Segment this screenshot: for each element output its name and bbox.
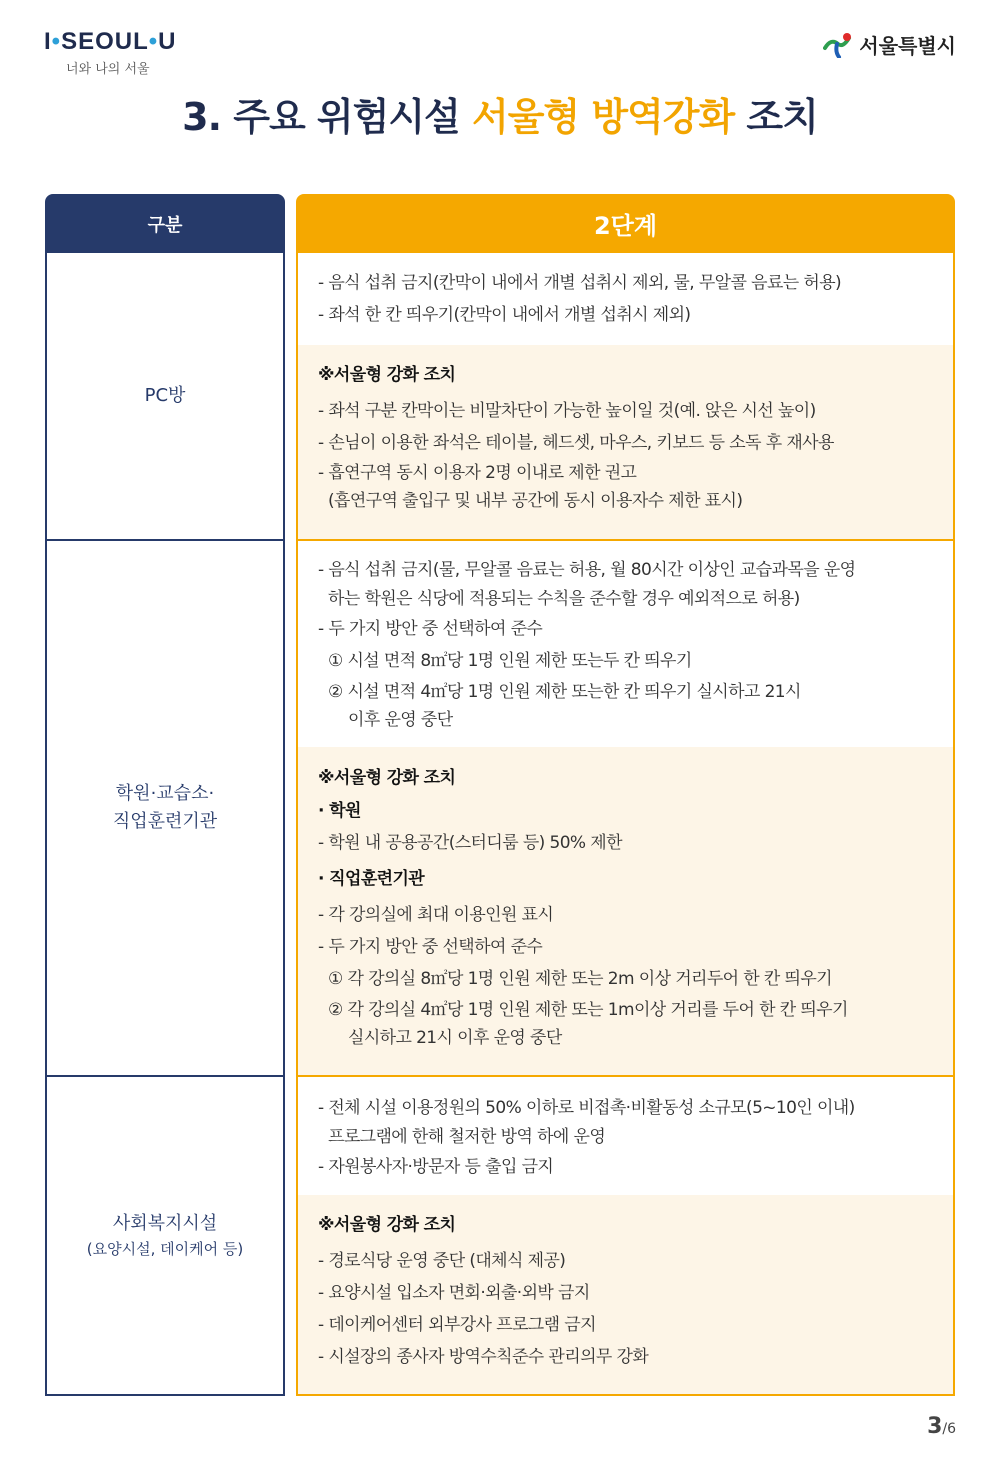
stage-column	[296, 194, 955, 1396]
brand-dot-icon: •	[51, 28, 62, 55]
stage-cell-academy	[296, 541, 955, 1077]
measure-line: ② 각 강의실 4㎡당 1명 인원 제한 또는 1m이상 거리를 두어 한 칸 띄우기	[328, 1000, 848, 1020]
measure-line: - 두 가지 방안 중 선택하여 준수	[318, 619, 543, 639]
title-highlight: 서울형 방역강화	[471, 95, 735, 139]
brand-suffix: U	[158, 28, 177, 55]
measure-line: - 자원봉사자·방문자 등 출입 금지	[318, 1157, 554, 1177]
page-total: /6	[942, 1421, 956, 1437]
measure-line: - 데이케어센터 외부강사 프로그램 금지	[318, 1315, 596, 1335]
page-number	[927, 1414, 956, 1439]
brand-main: SEOUL	[61, 28, 149, 55]
measure-line: - 시설장의 종사자 방역수칙준수 관리의무 강화	[318, 1347, 649, 1367]
title-part1: 3. 주요 위험시설	[182, 95, 472, 139]
page-title	[0, 86, 1000, 141]
title-part2: 조치	[734, 95, 818, 139]
sub-title-vocational: · 직업훈련기관	[318, 869, 425, 889]
general-measures	[298, 1077, 953, 1195]
measure-line: - 전체 시설 이용정원의 50% 이하로 비접촉·비활동성 소규모(5~10인 이내)	[318, 1098, 855, 1118]
general-measures	[298, 541, 953, 747]
general-measures	[298, 253, 953, 345]
category-label: 학원·교습소·	[115, 783, 215, 805]
measure-line: - 손님이 이용한 좌석은 테이블, 헤드셋, 마우스, 키보드 등 소독 후 재사용	[318, 433, 834, 453]
seoul-enhanced-measures	[298, 345, 953, 539]
measure-line: - 음식 섭취 금지(칸막이 내에서 개별 섭취시 제외, 물, 무알콜 음료는 허용)	[318, 273, 842, 293]
measure-line: 프로그램에 한해 철저한 방역 하에 운영	[328, 1127, 606, 1147]
seoul-emblem-icon	[823, 32, 853, 58]
measure-line: - 음식 섭취 금지(물, 무알콜 음료는 허용, 월 80시간 이상인 교습과목을 운영	[318, 560, 856, 580]
measure-line: 이후 운영 중단	[348, 710, 453, 730]
measure-line: 실시하고 21시 이후 운영 중단	[348, 1028, 562, 1048]
brand-slogan: 너와 나의 서울	[66, 62, 150, 77]
category-sublabel: (요양시설, 데이케어 등)	[86, 1239, 244, 1258]
measure-line: - 흡연구역 동시 이용자 2명 이내로 제한 권고	[318, 463, 637, 483]
category-column	[45, 194, 285, 1396]
measure-line: (흡연구역 출입구 및 내부 공간에 동시 이용자수 제한 표시)	[328, 491, 743, 511]
seoul-enhanced-measures	[298, 1195, 953, 1394]
seoul-brand-logo	[44, 28, 177, 77]
seoul-enhanced-measures	[298, 747, 953, 1075]
measure-line: - 좌석 한 칸 띄우기(칸막이 내에서 개별 섭취시 제외)	[318, 305, 691, 325]
measure-line: - 경로식당 운영 중단 (대체식 제공)	[318, 1251, 566, 1271]
measure-line: - 학원 내 공용공간(스터디룸 등) 50% 제한	[318, 833, 622, 853]
measure-line: - 요양시설 입소자 면회·외출·외박 금지	[318, 1283, 590, 1303]
category-label: PC방	[144, 385, 186, 407]
category-cell-welfare	[45, 1077, 285, 1396]
stage-cell-pc	[296, 253, 955, 541]
brand-wordmark	[44, 28, 177, 56]
measure-line: ② 시설 면적 4㎡당 1명 인원 제한 또는한 칸 띄우기 실시하고 21시	[328, 682, 801, 702]
category-cell-academy	[45, 541, 285, 1077]
enhanced-title: ※서울형 강화 조치	[318, 768, 456, 788]
sub-title-academy: · 학원	[318, 801, 361, 821]
brand-prefix: I	[44, 28, 52, 55]
measure-line: ① 각 강의실 8㎡당 1명 인원 제한 또는 2m 이상 거리두어 한 칸 띄우기	[328, 969, 833, 989]
category-header: 구분	[45, 194, 285, 253]
city-name: 서울특별시	[859, 34, 956, 58]
enhanced-title: ※서울형 강화 조치	[318, 1215, 456, 1235]
measure-line: - 두 가지 방안 중 선택하여 준수	[318, 937, 543, 957]
category-label: 직업훈련기관	[112, 811, 218, 832]
brand-dot-icon: •	[148, 28, 159, 55]
stage-cell-welfare	[296, 1077, 955, 1396]
category-cell-pc	[45, 253, 285, 541]
measure-line: - 각 강의실에 최대 이용인원 표시	[318, 905, 554, 925]
page-current: 3	[927, 1414, 943, 1439]
stage-header: 2단계	[296, 194, 955, 253]
measure-line: 하는 학원은 식당에 적용되는 수칙을 준수할 경우 예외적으로 허용)	[328, 589, 800, 609]
measure-line: - 좌석 구분 칸막이는 비말차단이 가능한 높이일 것(예. 앉은 시선 높이)	[318, 401, 816, 421]
measure-line: ① 시설 면적 8㎡당 1명 인원 제한 또는두 칸 띄우기	[328, 651, 692, 671]
enhanced-title: ※서울형 강화 조치	[318, 365, 456, 385]
seoul-city-logo	[823, 30, 956, 59]
category-label: 사회복지시설	[112, 1212, 218, 1234]
